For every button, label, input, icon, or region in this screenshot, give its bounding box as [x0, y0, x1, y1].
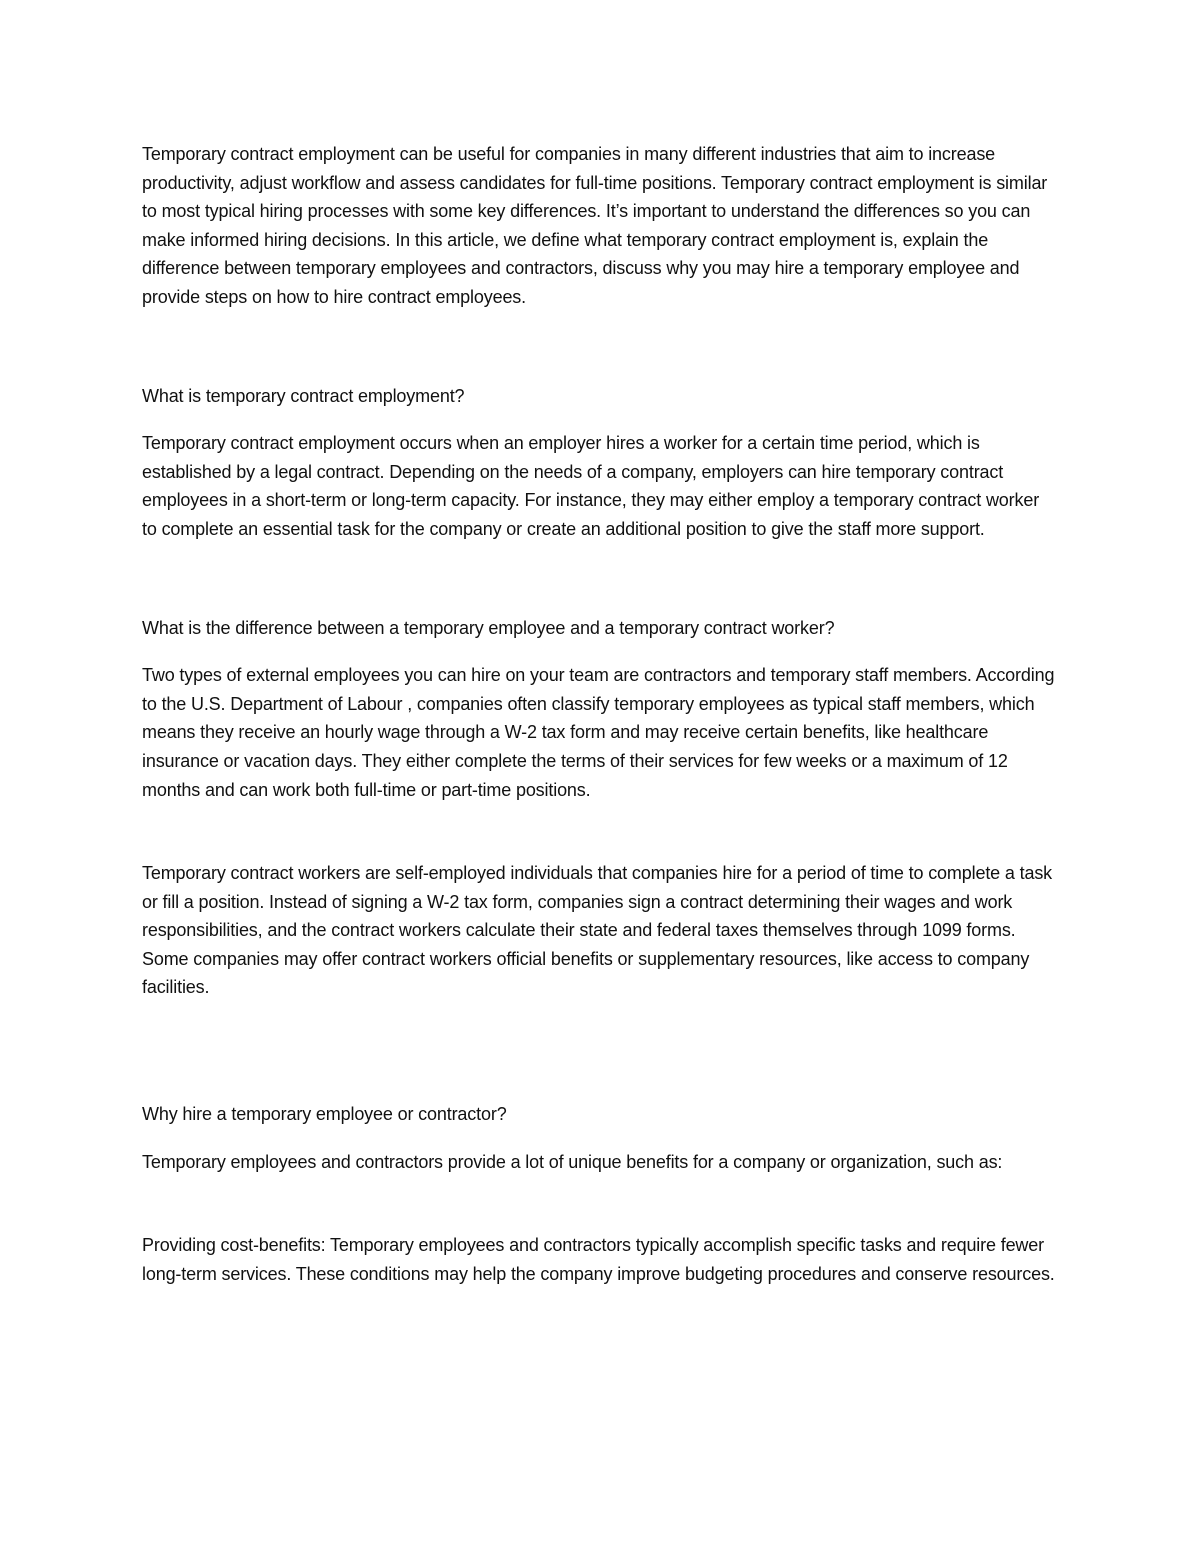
document-body: [142, 140, 1057, 1288]
section-heading-what-is: What is temporary contract employment?: [142, 385, 465, 406]
benefit-item-cost: Providing cost-benefits: Temporary employees and contractors typically accomplish specific tasks and require fewer long-term services. These conditions may help the company improve budgeting procedures and conserve resources.: [142, 1235, 1055, 1284]
section-paragraph-temporary-employees: Two types of external employees you can hire on your team are contractors and temporary staff members. According to the U.S. Department of Labour , companies often classify temporary employees as typical staff members, which means they receive an hourly wage through a W-2 tax form and may receive certain benefits, like healthcare insurance or vacation days. They either complete the terms of their services for few weeks or a maximum of 12 months and can work both full-time or part-time positions.: [142, 665, 1055, 800]
section-paragraph-contract-workers: Temporary contract workers are self-employed individuals that companies hire for a period of time to complete a task or fill a position. Instead of signing a W-2 tax form, companies sign a contract determining their wages and work responsibilities, and the contract workers calculate their state and federal taxes themselves through 1099 forms. Some companies may offer contract workers official benefits or supplementary resources, like access to company facilities.: [142, 863, 1053, 998]
section-paragraph-what-is: Temporary contract employment occurs when an employer hires a worker for a certain time period, which is established by a legal contract. Depending on the needs of a company, employers can hire temporary contract employees in a short-term or long-term capacity. For instance, they may either employ a temporary contract worker to complete an essential task for the company or create an additional position to give the staff more support.: [142, 433, 1040, 539]
intro-paragraph: Temporary contract employment can be useful for companies in many different industries that aim to increase productivity, adjust workflow and assess candidates for full-time positions. Temporary contract employment is similar to most typical hiring processes with some key differences. It’s important to understand the differences so you can make informed hiring decisions. In this article, we define what temporary contract employment is, explain the difference between temporary employees and contractors, discuss why you may hire a temporary employee and provide steps on how to hire contract employees.: [142, 144, 1048, 307]
section-paragraph-why-hire: Temporary employees and contractors provide a lot of unique benefits for a company or organization, such as:: [142, 1151, 1003, 1172]
section-heading-difference: What is the difference between a temporary employee and a temporary contract worker?: [142, 617, 835, 638]
section-heading-why-hire: Why hire a temporary employee or contractor?: [142, 1104, 507, 1125]
